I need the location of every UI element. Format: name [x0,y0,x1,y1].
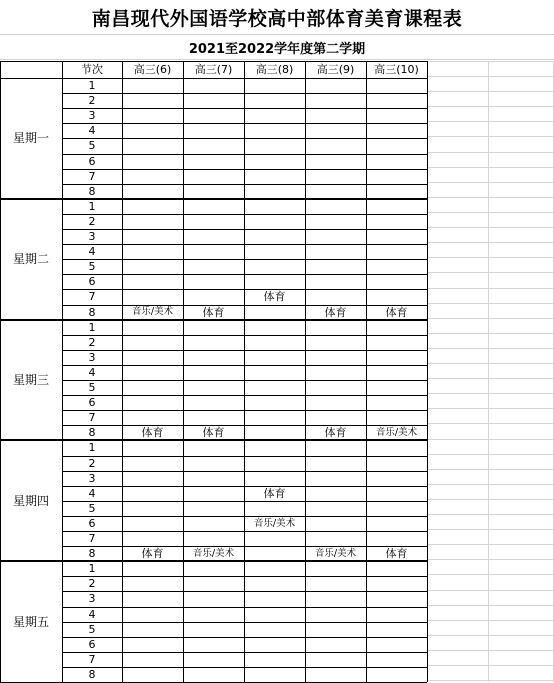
sheet-gridline [427,423,554,424]
schedule-entry: 体育 [263,486,286,500]
sheet-gridline [427,393,554,394]
period-number: 2 [88,335,96,349]
period-number: 6 [88,154,96,168]
period-number: 1 [88,199,96,213]
column-line [244,61,245,682]
period-number: 3 [88,230,96,244]
sheet-gridline [427,439,554,440]
period-number: 4 [88,365,96,379]
class-header-2: 高三(7) [194,63,233,76]
schedule-entry: 体育 [324,426,347,440]
sheet-gridline [427,272,554,273]
period-number: 4 [88,607,96,621]
period-number: 8 [88,305,96,319]
schedule-entry: 体育 [202,426,225,440]
sheet-gridline [427,378,554,379]
day-separator [0,198,427,200]
schedule-entry: 体育 [202,305,225,319]
sheet-gridline [427,212,554,213]
sheet-gridline [427,544,554,545]
class-header-3: 高三(8) [255,63,294,76]
period-number: 1 [88,79,96,93]
sheet-gridline [427,363,554,364]
sheet-gridline [427,303,554,304]
sheet-gridline [427,288,554,289]
period-number: 2 [88,94,96,108]
day-label: 星期一 [12,131,49,146]
column-line [183,61,184,682]
day-separator [0,439,427,441]
schedule-entry: 音乐/美术 [131,306,174,318]
sheet-gridline [427,333,554,334]
period-number: 5 [88,501,96,515]
day-label: 星期二 [12,252,49,267]
period-number: 8 [88,667,96,681]
schedule-entry: 音乐/美术 [375,427,418,439]
column-line [427,61,428,682]
period-number: 6 [88,275,96,289]
sheet-gridline [427,635,554,636]
sheet-gridline [427,257,554,258]
sheet-gridline [427,76,554,77]
day-separator [0,560,427,562]
period-number: 7 [88,290,96,304]
schedule-entry: 音乐/美术 [314,547,357,559]
period-number: 4 [88,245,96,259]
sheet-gridline [427,408,554,409]
period-number: 5 [88,381,96,395]
sheet-gridline [427,559,554,560]
sheet-gridline [427,469,554,470]
sheet-gridline [427,136,554,137]
period-number: 4 [88,486,96,500]
sheet-gridline [427,91,554,92]
period-number: 7 [88,411,96,425]
sheet-gridline [427,167,554,168]
period-number: 1 [88,562,96,576]
schedule-entry: 体育 [141,547,164,561]
period-number: 1 [88,441,96,455]
schedule-entry: 音乐/美术 [253,517,296,529]
sheet-gridline [427,574,554,575]
sheet-gridline [427,499,554,500]
column-line [366,61,367,682]
period-number: 2 [88,214,96,228]
period-number: 5 [88,139,96,153]
period-number: 2 [88,456,96,470]
sheet-gridline [427,680,554,681]
schedule-entry: 体育 [324,305,347,319]
day-separator [0,319,427,321]
period-number: 1 [88,320,96,334]
sheet-gridline [427,590,554,591]
sheet-gridline [427,227,554,228]
sheet-subtitle: 2021至2022学年度第二学期 [188,41,366,57]
period-number: 3 [88,471,96,485]
period-header: 节次 [81,63,103,76]
sheet-title: 南昌现代外国语学校高中部体育美育课程表 [0,0,554,35]
sheet-gridline [427,605,554,606]
period-number: 4 [88,124,96,138]
sheet-gridline [427,197,554,198]
class-header-5: 高三(10) [374,63,419,76]
sheet-gridline [427,61,554,62]
class-header-4: 高三(9) [316,63,355,76]
column-line [0,61,1,682]
column-line [305,61,306,682]
day-label: 星期五 [12,614,49,629]
class-header-1: 高三(6) [133,63,172,76]
period-number: 8 [88,547,96,561]
sheet-gridline [427,242,554,243]
period-number: 8 [88,184,96,198]
column-line [62,61,63,682]
period-number: 3 [88,350,96,364]
period-number: 3 [88,109,96,123]
period-number: 2 [88,577,96,591]
period-number: 3 [88,592,96,606]
table-border [0,78,427,79]
period-number: 7 [88,532,96,546]
sheet-gridline [427,484,554,485]
period-number: 7 [88,652,96,666]
sheet-gridline [427,121,554,122]
schedule-entry: 体育 [385,547,408,561]
sheet-gridline [488,61,489,682]
schedule-entry: 体育 [385,305,408,319]
sheet-gridline [427,348,554,349]
period-number: 6 [88,516,96,530]
sheet-gridline [427,182,554,183]
schedule-entry: 体育 [263,290,286,304]
period-number: 8 [88,426,96,440]
sheet-gridline [427,650,554,651]
period-number: 5 [88,622,96,636]
period-number: 5 [88,260,96,274]
sheet-gridline [427,514,554,515]
sheet-gridline [427,620,554,621]
day-label: 星期四 [12,493,49,508]
period-number: 6 [88,396,96,410]
schedule-entry: 体育 [141,426,164,440]
period-number: 7 [88,169,96,183]
sheet-gridline [427,529,554,530]
sheet-gridline [427,106,554,107]
day-label: 星期三 [12,372,49,387]
column-line [122,61,123,682]
sheet-gridline [0,59,554,60]
table-border [0,61,427,62]
sheet-gridline [427,665,554,666]
sheet-gridline [427,152,554,153]
period-number: 6 [88,637,96,651]
schedule-entry: 音乐/美术 [192,547,235,559]
sheet-gridline [427,454,554,455]
sheet-gridline [427,318,554,319]
